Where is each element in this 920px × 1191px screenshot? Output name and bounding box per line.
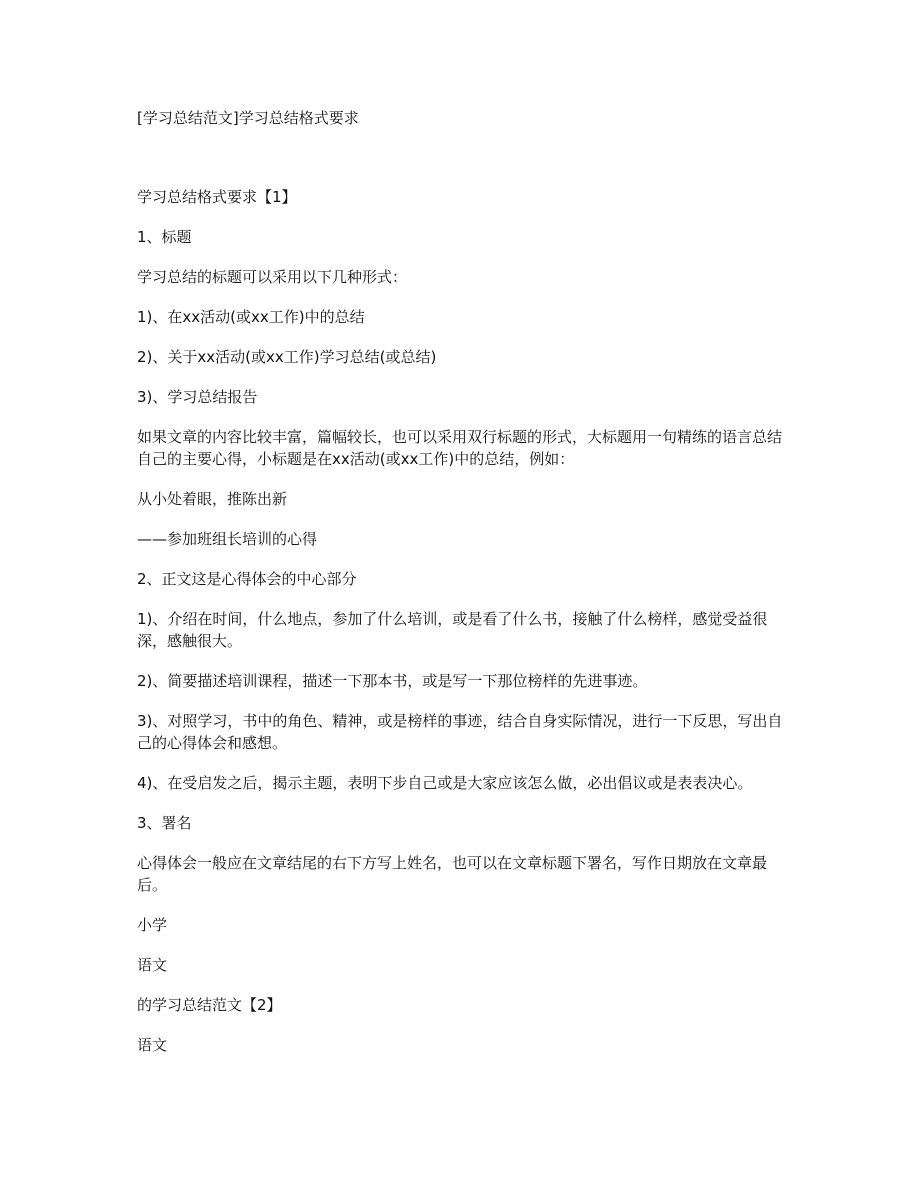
list-item: 2)、简要描述培训课程，描述一下那本书，或是写一下那位榜样的先进事迹。 [137,672,648,690]
list-item: 1)、在xx活动(或xx工作)中的总结 [137,308,365,326]
subheading-body: 2、正文这是心得体会的中心部分 [137,570,357,588]
section-heading-1: 学习总结格式要求【1】 [137,188,297,206]
document-body [137,186,787,1074]
section-heading-2: 的学习总结范文【2】 [137,996,282,1014]
paragraph: 学习总结的标题可以采用以下几种形式： [137,268,408,286]
document-title: [学习总结范文]学习总结格式要求 [137,109,359,127]
list-item: 2)、关于xx活动(或xx工作)学习总结(或总结) [137,348,437,366]
example-title: 从小处着眼，推陈出新 [137,490,288,508]
paragraph: 语文 [137,1036,168,1054]
list-item: 3)、学习总结报告 [137,388,258,406]
paragraph: 如果文章的内容比较丰富，篇幅较长，也可以采用双行标题的形式，大标题用一句精练的语言总结自己的主要心得，小标题是在xx活动(或xx工作)中的总结，例如： [137,428,783,468]
paragraph: 心得体会一般应在文章结尾的右下方写上姓名，也可以在文章标题下署名，写作日期放在文章最后。 [137,854,768,894]
paragraph: 小学 [137,916,168,934]
list-item: 1)、介绍在时间，什么地点，参加了什么培训，或是看了什么书，接触了什么榜样，感觉受益很深，感触很大。 [137,610,768,650]
list-item: 3)、对照学习，书中的角色、精神，或是榜样的事迹，结合自身实际情况，进行一下反思，写出自己的心得体会和感想。 [137,712,783,752]
subheading-signature: 3、署名 [137,814,192,832]
paragraph: 语文 [137,956,168,974]
subheading-title: 1、标题 [137,228,192,246]
list-item: 4)、在受启发之后，揭示主题，表明下步自己或是大家应该怎么做，必出倡议或是表表决心。 [137,774,753,792]
example-subtitle: ——参加班组长培训的心得 [137,530,318,548]
